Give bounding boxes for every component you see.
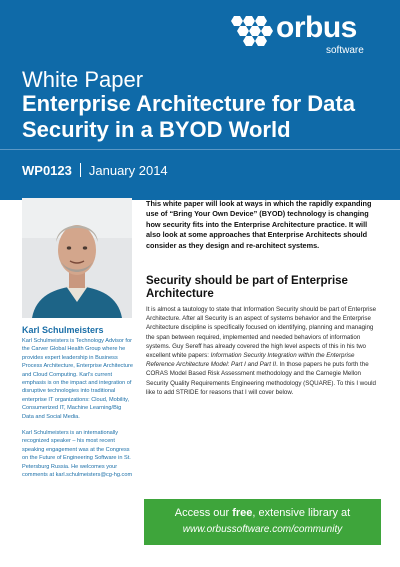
cta-prefix: Access our <box>174 507 233 519</box>
section-body <box>146 305 380 397</box>
document-number: WP0123 <box>22 163 72 178</box>
author-photo <box>22 198 132 318</box>
cta-suffix: , extensive library at <box>252 507 351 519</box>
author-bio-paragraph: Karl Schulmeisters is Technology Advisor for the Carver Global Health Group where he provides expert leadership in Business Process Architecture, Enterprise Architecture and Cloud Computing. Karl's current emphasis is on the impact and integration of disruptive technologies into traditional enterprise IT organizations: Cloud, Mobility, Consumerized IT, Machine Learning/Big Data and Social Media. <box>22 338 133 420</box>
document-type: White Paper <box>22 67 144 92</box>
community-link[interactable]: www.orbussoftware.com/community <box>182 524 343 535</box>
section-heading: Security should be part of Enterprise Architecture <box>146 275 348 300</box>
author-bio <box>22 337 134 480</box>
brand-logo[interactable] <box>228 12 378 62</box>
intro-paragraph: This white paper will look at ways in which the rapidly expanding use of “Bring Your Own Device” (BYOD) technology is changing how security fits into the Enterprise Architecture practice. It will also look at some approaches that Enterprise Architects should consider as they design and re-architect systems. <box>146 199 372 250</box>
body-text-segment: It is almost a tautology to state that Information Security should be part of Enterprise Architecture. After all Security is an aspect of systems behavior and the Enterprise Architecture discipline is specifically focused on identifying, planning and managing the span between required, implemented and needed behaviors of information systems. Guy Sereff has already covered the high level aspects of this in his two excellent white papers: <box>146 306 377 360</box>
header-banner <box>0 0 400 200</box>
author-name: Karl Schulmeisters <box>22 325 104 335</box>
document-info <box>22 163 168 178</box>
author-portrait-icon <box>22 198 132 318</box>
brand-tagline: software <box>326 45 364 56</box>
cta-free: free <box>232 507 253 519</box>
page-title: Enterprise Architecture for Data Security in a BYOD World <box>22 91 355 142</box>
header-divider <box>0 149 400 150</box>
brand-name: orbus <box>276 11 357 44</box>
community-cta-banner[interactable] <box>144 499 381 545</box>
author-bio-paragraph: Karl Schulmeisters is an internationally recognized speaker – his most recent speaking engagement was at the Congress on the Future of Engineering Software in St. Petersburg Russia. He welcomes your comments at karl.schulmeisters@cg-hg.com <box>22 430 133 479</box>
body-text-italic: Information Security Integration within the Enterprise Reference Architecture Model: Part I and Part II <box>146 352 355 369</box>
hexagon-logo-icon <box>228 16 276 46</box>
document-date: January 2014 <box>88 163 168 178</box>
body-text-segment: . In those papers he puts forth the CORAS Model Based Risk Assessment methodology and the Carnegie Mellon Security Quality Requirements Engineering methodology (SQUARE). To this I would like to add STRIDE for reasons that I will cover below. <box>146 361 376 396</box>
cta-heading <box>144 507 381 519</box>
separator <box>80 163 81 177</box>
